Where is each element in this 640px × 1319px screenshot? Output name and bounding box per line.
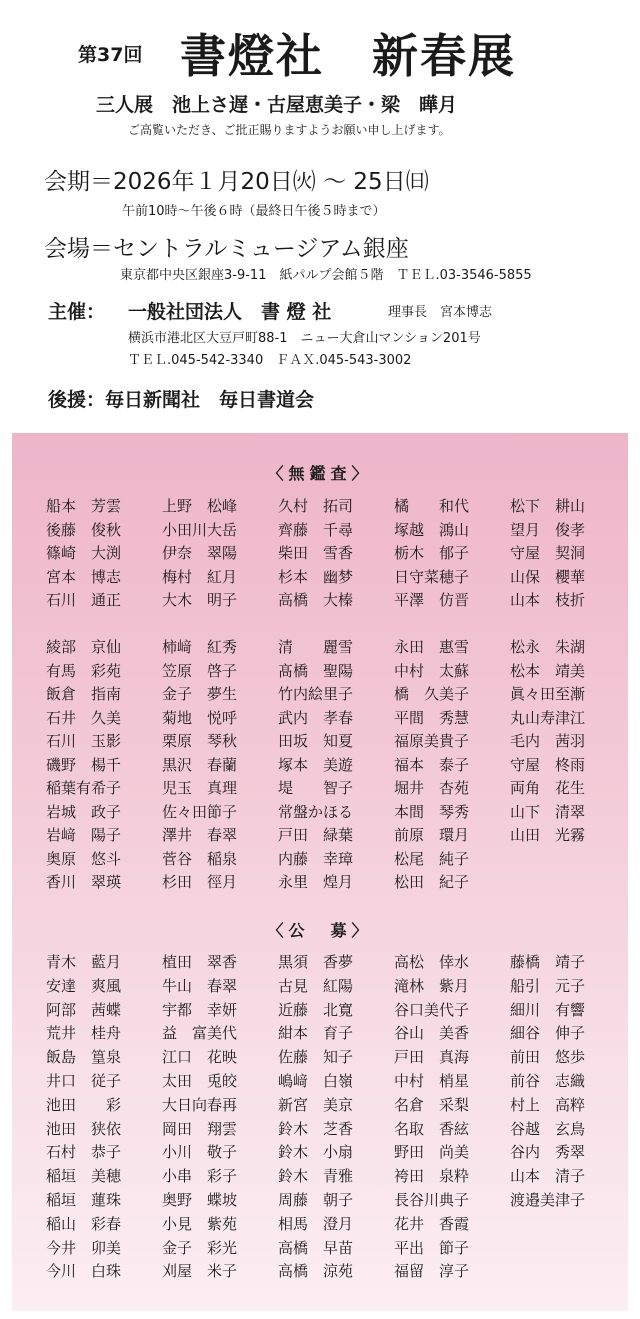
participant-name: 日守菜穂子 (394, 567, 470, 586)
mukansa-heading: 〈無鑑査〉 (267, 464, 373, 483)
participant-name (278, 613, 394, 637)
participant-name: 前田 悠歩 (510, 1048, 586, 1067)
participant-name: 伊奈 翠陽 (162, 544, 238, 562)
participant-name: 前原 環月 (394, 826, 470, 844)
participant-name: 高橋 早苗 (278, 1238, 354, 1257)
participant-name: 常盤かほる (278, 802, 354, 821)
participant-name: 守屋 柊雨 (510, 755, 586, 774)
participant-name: 有馬 彩苑 (46, 661, 122, 680)
participant-name: 澤井 春翠 (162, 826, 238, 844)
participant-name: 福留 淳子 (394, 1262, 470, 1281)
participant-name: 塚越 鴻山 (394, 520, 470, 539)
participant-name: 金子 夢生 (162, 685, 238, 703)
participant-name: 上野 松峰 (162, 497, 238, 515)
participant-name: 今井 卯美 (46, 1238, 122, 1257)
participant-name: 望月 俊孝 (510, 520, 586, 539)
participant-name (510, 1260, 626, 1284)
participant-name: 青木 藍月 (46, 953, 122, 971)
participant-name: 刈屋 米子 (162, 1262, 238, 1281)
participant-name (510, 1237, 626, 1261)
participant-name: 栗原 琴秋 (162, 732, 238, 750)
participant-name: 渡邉美津子 (510, 1190, 586, 1209)
participant-name: 武内 孝春 (278, 708, 354, 727)
participant-name (510, 848, 626, 872)
participant-name: 奥野 蝶坡 (162, 1190, 238, 1209)
header-section (0, 0, 640, 433)
participant-name: 髙橋 聖陽 (278, 661, 354, 680)
participant-name: 齊藤 千尋 (278, 520, 354, 539)
participant-name: 山田 光霧 (510, 826, 586, 844)
organizer-name: 一般社団法人 書 燈 社 (128, 301, 332, 323)
participant-name: 稲葉有希子 (46, 779, 122, 797)
participant-name: 清 麗雪 (278, 638, 354, 656)
participant-name: 船引 元子 (510, 976, 586, 995)
koubo-name-grid (46, 951, 606, 1284)
participant-name: 杉田 徑月 (162, 873, 238, 891)
edition-label: 第37回 (78, 44, 143, 66)
participant-name: 菊地 悦呼 (162, 708, 238, 727)
participant-name: 小串 彩子 (162, 1167, 238, 1186)
participant-name: 守屋 契洞 (510, 544, 586, 562)
participant-name: 永里 煌月 (278, 873, 354, 891)
support-line: 後援：毎日新聞社 毎日書道会 (48, 389, 315, 411)
participant-name: 谷越 玄鳥 (510, 1119, 586, 1138)
participant-name: 柴田 雪香 (278, 544, 354, 562)
participant-name: 佐藤 知子 (278, 1048, 354, 1067)
participant-name: 竹内絵里子 (278, 685, 354, 703)
participant-name: 奥原 悠斗 (46, 849, 122, 868)
participant-name: 池田 狭依 (46, 1119, 122, 1138)
participant-name: 小川 敬子 (162, 1143, 238, 1162)
participant-name: 牛山 春翠 (162, 976, 238, 995)
participant-name: 橋 久美子 (394, 685, 470, 703)
participant-name: 佐々田節子 (162, 802, 238, 821)
exhibition-subtitle: 三人展 池上さ遅・古屋恵美子・梁 曄月 (96, 94, 458, 116)
participant-name: 石川 玉影 (46, 732, 122, 750)
participant-name: 杉本 幽梦 (278, 567, 354, 586)
participant-name: 山本 枝折 (510, 591, 586, 609)
participant-name: 栃木 郁子 (394, 544, 470, 562)
participant-name: 稲垣 美穂 (46, 1167, 122, 1186)
participant-name: 松永 朱湖 (510, 638, 586, 656)
participant-name: 安達 爽風 (46, 976, 122, 995)
participant-name: 堤 智子 (278, 779, 354, 797)
participant-name: 永田 惠雪 (394, 638, 470, 656)
participant-name: 山下 清翠 (510, 802, 586, 821)
participants-panel (12, 433, 628, 1311)
participant-name: 藤橋 靖子 (510, 953, 586, 971)
participant-name: 植田 翠香 (162, 953, 238, 971)
participant-name: 前谷 志織 (510, 1071, 586, 1090)
venue-address: 東京都中央区銀座3-9-11 紙パルプ会館５階 ＴＥＬ.03-3546-5855 (120, 268, 532, 283)
organizer-phone: ＴＥＬ.045-542-3340 ＦＡＸ.045-543-3002 (128, 353, 412, 368)
exhibition-period: 会期＝2026年１月20日㈫ ～ 25日㈰ (44, 169, 429, 195)
participant-name (394, 613, 510, 637)
participant-name: 井口 従子 (46, 1071, 122, 1090)
participant-name (510, 613, 626, 637)
participant-name: 池田 彩 (46, 1095, 122, 1114)
participant-name: 新宮 美京 (278, 1095, 354, 1114)
participant-name: 篠崎 大渕 (46, 544, 122, 562)
participant-name: 松本 靖美 (510, 661, 586, 680)
participant-name: 谷山 美香 (394, 1024, 470, 1043)
participant-name: 名倉 采梨 (394, 1095, 470, 1114)
participant-name: 岡田 翔雲 (162, 1119, 238, 1138)
participant-name: 橘 和代 (394, 497, 470, 515)
participant-name: 綾部 京仙 (46, 638, 122, 656)
participant-name: 近藤 北寛 (278, 1000, 354, 1019)
participant-name: 毛内 茜羽 (510, 732, 586, 750)
participant-name: 益 富美代 (162, 1024, 238, 1043)
participant-name: 松尾 純子 (394, 849, 470, 868)
participant-name: 平間 秀慧 (394, 708, 470, 727)
participant-name: 久村 拓司 (278, 497, 354, 515)
participant-name (510, 871, 626, 895)
participant-name: 周藤 朝子 (278, 1190, 354, 1209)
koubo-heading: 〈公 募〉 (267, 921, 373, 940)
participant-name: 中村 梢星 (394, 1071, 470, 1090)
participant-name: 石村 恭子 (46, 1143, 122, 1162)
participant-name (162, 613, 278, 637)
participant-name: 江口 花映 (162, 1048, 238, 1067)
exhibition-hours: 午前10時～午後６時（最終日午後５時まで） (122, 204, 386, 219)
mukansa-name-grid (46, 495, 606, 895)
participant-name: 戸田 真海 (394, 1048, 470, 1067)
participant-name: 平澤 仿晋 (394, 591, 470, 609)
participant-name: 谷内 秀翠 (510, 1143, 586, 1162)
participant-name: 小田川大岳 (162, 520, 238, 539)
participant-name: 黒須 香夢 (278, 953, 354, 971)
participant-name: 船本 芳雲 (46, 497, 122, 515)
participant-name: 鈴木 小扇 (278, 1143, 354, 1162)
participant-name: 高松 倖水 (394, 953, 470, 971)
participant-name: 後藤 俊秋 (46, 520, 122, 539)
participant-name: 田坂 知夏 (278, 732, 354, 750)
participant-name: 岩城 政子 (46, 802, 122, 821)
participant-name: 松下 耕山 (510, 497, 586, 515)
participant-name: 松田 紀子 (394, 873, 470, 891)
participant-name: 谷口美代子 (394, 1000, 470, 1019)
participant-name: 本間 琴秀 (394, 802, 470, 821)
participant-name: 稲垣 蓮珠 (46, 1190, 122, 1209)
participant-name: 名取 香絃 (394, 1119, 470, 1138)
participant-name: 香川 翠瑛 (46, 873, 122, 891)
participant-name: 大日向春再 (162, 1095, 238, 1114)
participant-name: 石川 通正 (46, 591, 122, 609)
participant-name: 阿部 茜蝶 (46, 1000, 122, 1019)
participant-name: 黒沢 春蘭 (162, 755, 238, 774)
participant-name: 福原美貴子 (394, 732, 470, 750)
participant-name: 高橋 涼苑 (278, 1262, 354, 1281)
participant-name: 滝林 紫月 (394, 976, 470, 995)
participant-name: 花井 香霞 (394, 1214, 470, 1233)
participant-name: 宮本 博志 (46, 567, 122, 586)
participant-name: 長谷川典子 (394, 1190, 470, 1209)
participant-name: 中村 太蘇 (394, 661, 470, 680)
organizer-representative: 理事長 宮本博志 (388, 305, 493, 320)
organizer-label: 主催： (48, 301, 106, 323)
participant-name: 磯野 楊千 (46, 755, 122, 774)
participant-name: 内藤 幸璋 (278, 849, 354, 868)
participant-name: 菅谷 稲泉 (162, 849, 238, 868)
participant-name: 野田 尚美 (394, 1143, 470, 1162)
participant-name: 飯島 篁泉 (46, 1048, 122, 1067)
participant-name: 紺本 育子 (278, 1024, 354, 1043)
participant-name: 小見 紫苑 (162, 1214, 238, 1233)
participant-name: 石井 久美 (46, 708, 122, 727)
greeting-text: ご高覧いただき、ご批正賜りますようお願い申し上げます。 (128, 123, 451, 137)
participant-name: 宇都 幸妍 (162, 1000, 238, 1019)
organizer-address: 横浜市港北区大豆戸町88-1 ニュー大倉山マンション201号 (128, 331, 481, 346)
exhibition-title: 書燈社 新春展 (180, 29, 516, 83)
participant-name: 鈴木 芝香 (278, 1119, 354, 1138)
participant-name: 飯倉 指南 (46, 685, 122, 703)
participant-name: 平出 節子 (394, 1238, 470, 1257)
participant-name (46, 613, 162, 637)
participant-name: 荒井 桂舟 (46, 1024, 122, 1043)
participant-name (510, 1213, 626, 1237)
participant-name: 金子 彩光 (162, 1238, 238, 1257)
participant-name: 福本 泰子 (394, 755, 470, 774)
participant-name: 丸山寿津江 (510, 708, 586, 727)
participant-name: 鈴木 青雅 (278, 1167, 354, 1186)
participant-name: 笠原 啓子 (162, 661, 238, 680)
participant-name: 両角 花生 (510, 779, 586, 797)
participant-name: 稲山 彩春 (46, 1214, 122, 1233)
participant-name: 柿﨑 紅秀 (162, 638, 238, 656)
participant-name: 眞々田至漸 (510, 685, 586, 703)
participant-name: 堀井 杏苑 (394, 779, 470, 797)
participant-name: 相馬 澄月 (278, 1214, 354, 1233)
participant-name: 古見 紅陽 (278, 976, 354, 995)
participant-name: 高橋 大榛 (278, 591, 354, 609)
exhibition-venue: 会場＝セントラルミュージアム銀座 (44, 236, 409, 262)
participant-name: 嶋﨑 白嶺 (278, 1071, 354, 1090)
participant-name: 戸田 緑葉 (278, 826, 354, 844)
participant-name: 村上 高粹 (510, 1095, 586, 1114)
participant-name: 塚本 美遊 (278, 755, 354, 774)
participant-name: 山本 清子 (510, 1167, 586, 1186)
participant-name: 細谷 伸子 (510, 1024, 586, 1043)
participant-name: 大木 明子 (162, 591, 238, 609)
participant-name: 細川 有響 (510, 1000, 586, 1019)
participant-name: 岩﨑 陽子 (46, 826, 122, 844)
participant-name: 今川 白珠 (46, 1262, 122, 1281)
participant-name: 袴田 泉粋 (394, 1167, 470, 1186)
participant-name: 梅村 紅月 (162, 567, 238, 586)
participant-name: 児玉 真理 (162, 779, 238, 797)
participant-name: 山保 櫻華 (510, 567, 586, 586)
participant-name: 太田 兎皎 (162, 1071, 238, 1090)
